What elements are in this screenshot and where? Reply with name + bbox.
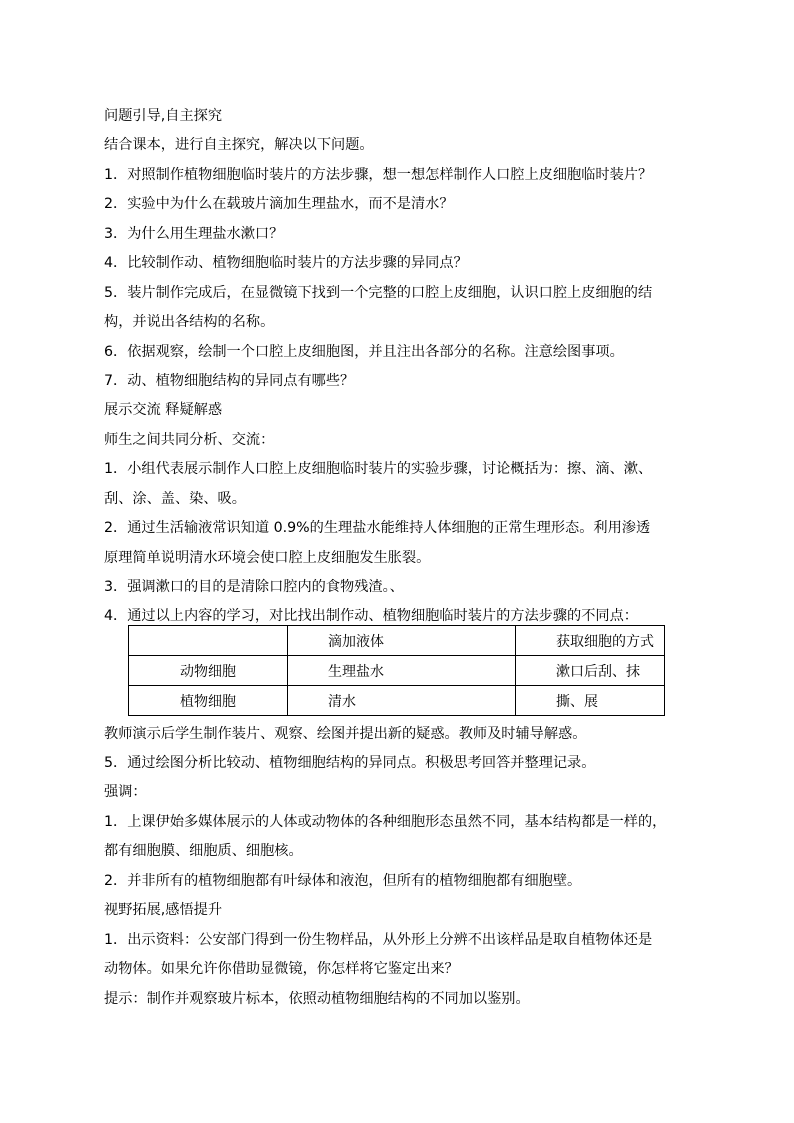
heading-extension: 视野拓展,感悟提升 [104,902,223,918]
question-1: 1．对照制作植物细胞临时装片的方法步骤，想一想怎样制作人口腔上皮细胞临时装片？ [104,167,653,183]
point-4: 4．通过以上内容的学习，对比找出制作动、植物细胞临时装片的方法步骤的不同点： [104,608,638,624]
question-4: 4．比较制作动、植物细胞临时装片的方法步骤的异同点？ [104,255,468,271]
table-row [129,656,665,686]
question-7: 7．动、植物细胞结构的异同点有哪些？ [104,373,355,389]
table-cell: 植物细胞 [129,686,288,716]
inquiry-intro: 结合课本，进行自主探究，解决以下问题。 [104,137,374,153]
heading-inquiry: 问题引导,自主探究 [104,108,223,124]
table-cell: 动物细胞 [129,656,288,686]
material-1-line-1: 1．出示资料：公安部门得到一份生物样品，从外形上分辨不出该样品是取自植物体还是 [104,932,653,948]
question-5-line-1: 5．装片制作完成后，在显微镜下找到一个完整的口腔上皮细胞，认识口腔上皮细胞的结 [104,285,653,301]
table-cell: 漱口后刮、抹 [516,656,665,686]
question-5-line-2: 构，并说出各结构的名称。 [104,314,275,330]
question-2: 2．实验中为什么在载玻片滴加生理盐水，而不是清水？ [104,196,454,212]
table-cell: 生理盐水 [288,656,516,686]
teacher-demo-note: 教师演示后学生制作装片、观察、绘图并提出新的疑惑。教师及时辅导解惑。 [104,726,587,742]
emphasis-1-line-1: 1．上课伊始多媒体展示的人体或动物体的各种细胞形态虽然不同，基本结构都是一样的， [104,814,667,830]
point-3: 3．强调漱口的目的是清除口腔内的食物残渣。、 [104,579,404,595]
emphasis-2: 2．并非所有的植物细胞都有叶绿体和液泡，但所有的植物细胞都有细胞壁。 [104,873,582,889]
point-1-line-2: 刮、涂、盖、染、吸。 [104,491,246,507]
table-header-cell: 滴加液体 [288,626,516,656]
question-6: 6．依据观察，绘制一个口腔上皮细胞图，并且注出各部分的名称。注意绘图事项。 [104,344,624,360]
comparison-table [128,625,665,716]
material-1-line-2: 动物体。如果允许你借助显微镜，你怎样将它鉴定出来？ [104,961,459,977]
table-cell: 清水 [288,686,516,716]
emphasis-1-line-2: 都有细胞膜、细胞质、细胞核。 [104,843,303,859]
table-header-cell: 获取细胞的方式 [516,626,665,656]
exchange-intro: 师生之间共同分析、交流： [104,432,275,448]
point-5: 5．通过绘图分析比较动、植物细胞结构的异同点。积极思考回答并整理记录。 [104,755,596,771]
question-3: 3．为什么用生理盐水漱口？ [104,226,284,242]
table-header-row [129,626,665,656]
table-cell: 撕、展 [516,686,665,716]
table-header-cell [129,626,288,656]
point-1-line-1: 1．小组代表展示制作人口腔上皮细胞临时装片的实验步骤，讨论概括为：擦、滴、漱、 [104,461,653,477]
table-row [129,686,665,716]
point-2-line-2: 原理简单说明清水环境会使口腔上皮细胞发生胀裂。 [104,550,431,566]
point-2-line-1: 2．通过生活输液常识知道 0.9%的生理盐水能维持人体细胞的正常生理形态。利用渗透 [104,520,651,536]
emphasis-label: 强调： [104,784,147,800]
hint-text: 提示：制作并观察玻片标本，依照动植物细胞结构的不同加以鉴别。 [104,991,530,1007]
heading-exchange: 展示交流 释疑解惑 [104,402,223,418]
